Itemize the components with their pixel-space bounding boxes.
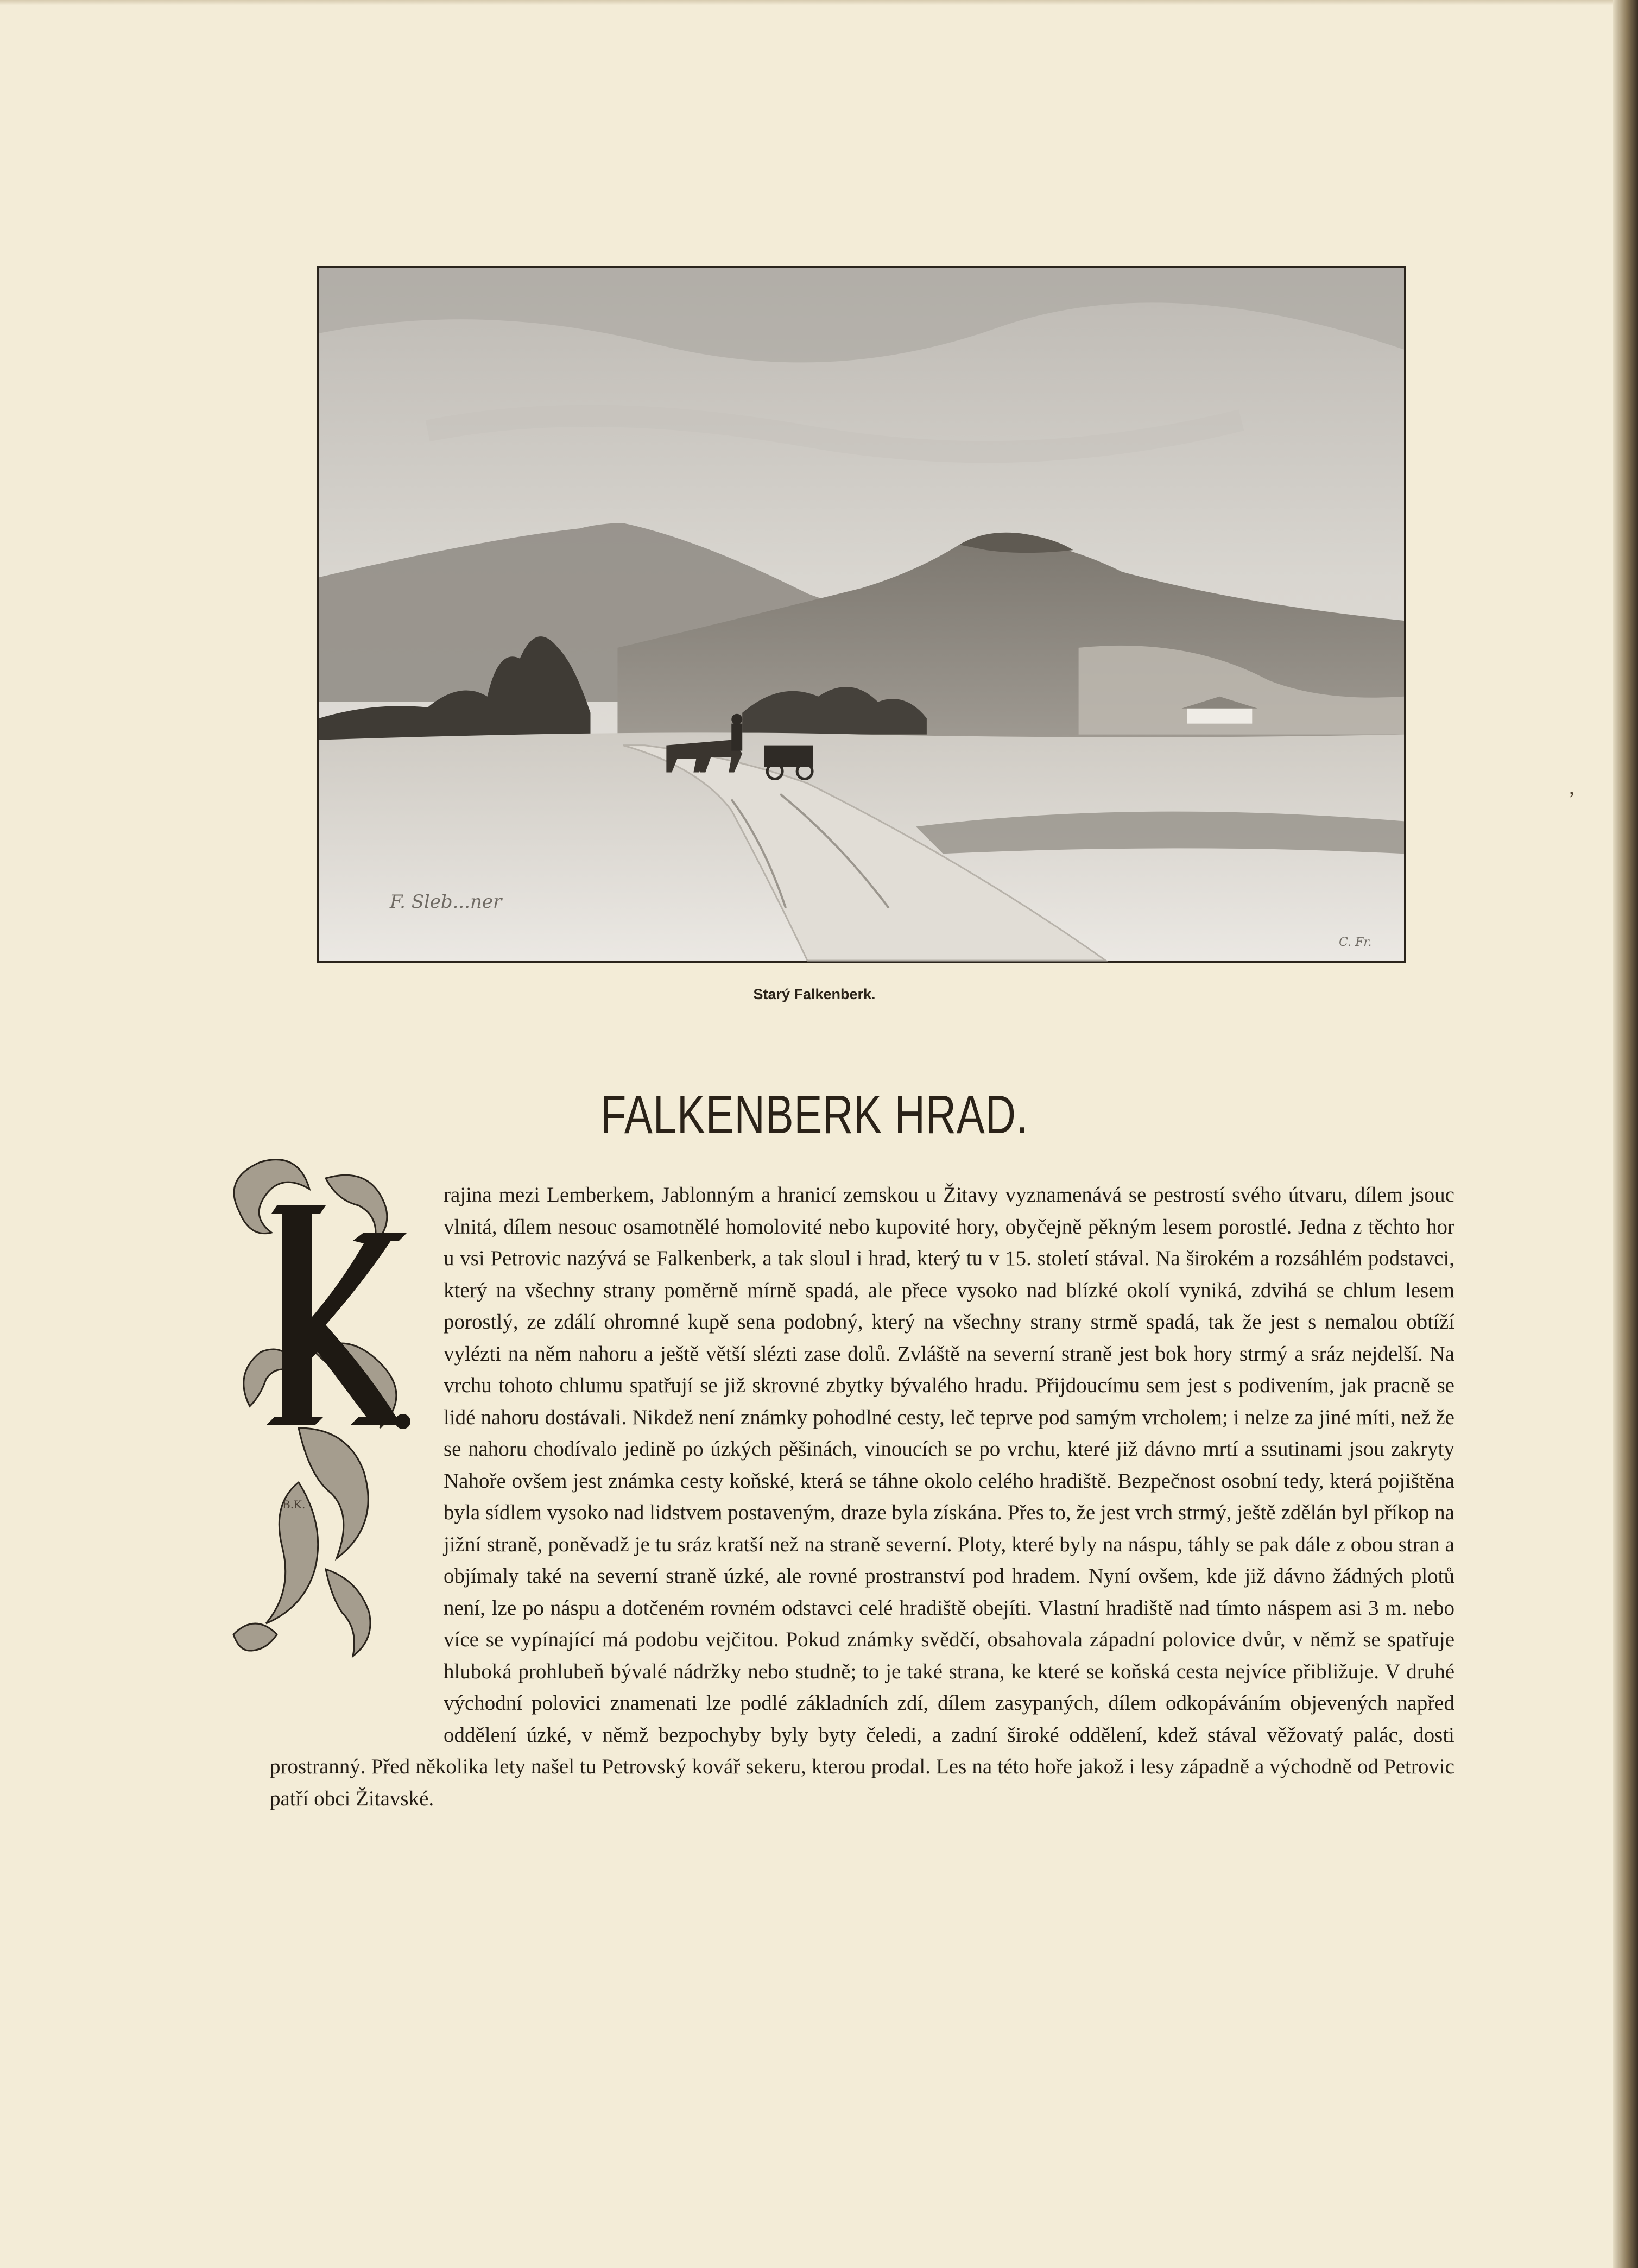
article-body — [270, 1179, 1454, 1961]
drop-cap-space — [270, 1179, 433, 1733]
article-title: FALKENBERK HRAD. — [600, 1084, 1029, 1145]
artist-signature: F. Sleb...ner — [389, 891, 502, 913]
landscape-illustration — [317, 266, 1406, 963]
illustration-caption: Starý Falkenberk. — [753, 986, 876, 1002]
margin-mark: ’ — [1568, 787, 1576, 811]
page-gutter-shadow — [1613, 0, 1638, 2268]
drop-cap-monogram: B.K. — [282, 1498, 306, 1511]
engraver-mark: C. Fr. — [1339, 936, 1372, 950]
page-top-edge — [0, 0, 1613, 5]
body-paragraph: rajina mezi Lemberkem, Jablonným a hranicí zemskou u Žitavy vyznamenává se pestrostí svého útvaru, dílem jsouc vlnitá, dílem nesouc osamotnělé homolovité nebo kupovité hory, obyčejně pěkným lesem porostlé. Jedna z těchto hor u vsi Petrovic nazývá se Falkenberk, a tak sloul i hrad, který tu v 15. století stával. Na širokém a rozsáhlém podstavci, který na všechny strany poměrně mírně spadá, ale přece vysoko nad blízké okolí vyniká, zdvihá se chlum lesem porostlý, ze zdálí ohromné kupě sena podobný, který na všechny strany strmě spadá, tak že jest s nemalou obtíží vylézti na něm nahoru a ještě větší slézti zase dolů. Zvláště na severní straně jest bok hory strmý a sráz nejdelší. Na vrchu tohoto chlumu spatřují se již skrovné zbytky bývalého hradu. Přijdoucímu sem jest s podivením, jak pracně se lidé nahoru dostávali. Nikdež není známky pohodlné cesty, leč teprve pod samým vrcholem; i nelze za jiné míti, než že se nahoru chodívalo jedině po úzkých pěšinách, vinoucích se po vrchu, které již dávno mrtí a ssutinami jsou zakryty Nahoře ovšem jest známka cesty koňské, která se táhne okolo celého hradiště. Bezpečnost osobní tedy, která pojištěna byla sídlem vysoko nad lidstvem postaveným, draze byla získána. Přes to, že jest vrch strmý, ještě zdělán byl příkop na jižní straně, poněvadž je tu sráz kratší než na straně severní. Ploty, které byly na náspu, táhly se pak dále z obou stran a objímaly také na severní straně úzké, ale rovné prostranství pod hradem. Nyní ovšem, kde již dávno žádných plotů není, lze po náspu a dotčeném rovném odstavci celé hradiště obejíti. Vlastní hradiště nad tímto náspem asi 3 m. nebo více se vypínající má podobu vejčitou. Pokud známky svědčí, obsahovala západní polovice dvůr, v němž se spatřuje hluboká prohlubeň bývalé nádržky nebo studně; to je také strana, ke které se koňská cesta nejvíce přibližuje. V druhé východní polovici znamenati lze podlé základních zdí, dílem zasypaných, dílem odkopáváním objevených napřed oddělení úzké, v němž bezpochyby byly byty čeledi, a zadní široké oddělení, kdež stával věžovatý palác, dosti prostranný. Před několika lety našel tu Petrovský kovář sekeru, kterou prodal. Les na této hoře jakož i lesy západně a východně od Petrovic patří obci Žitavské. — [270, 1183, 1454, 1810]
